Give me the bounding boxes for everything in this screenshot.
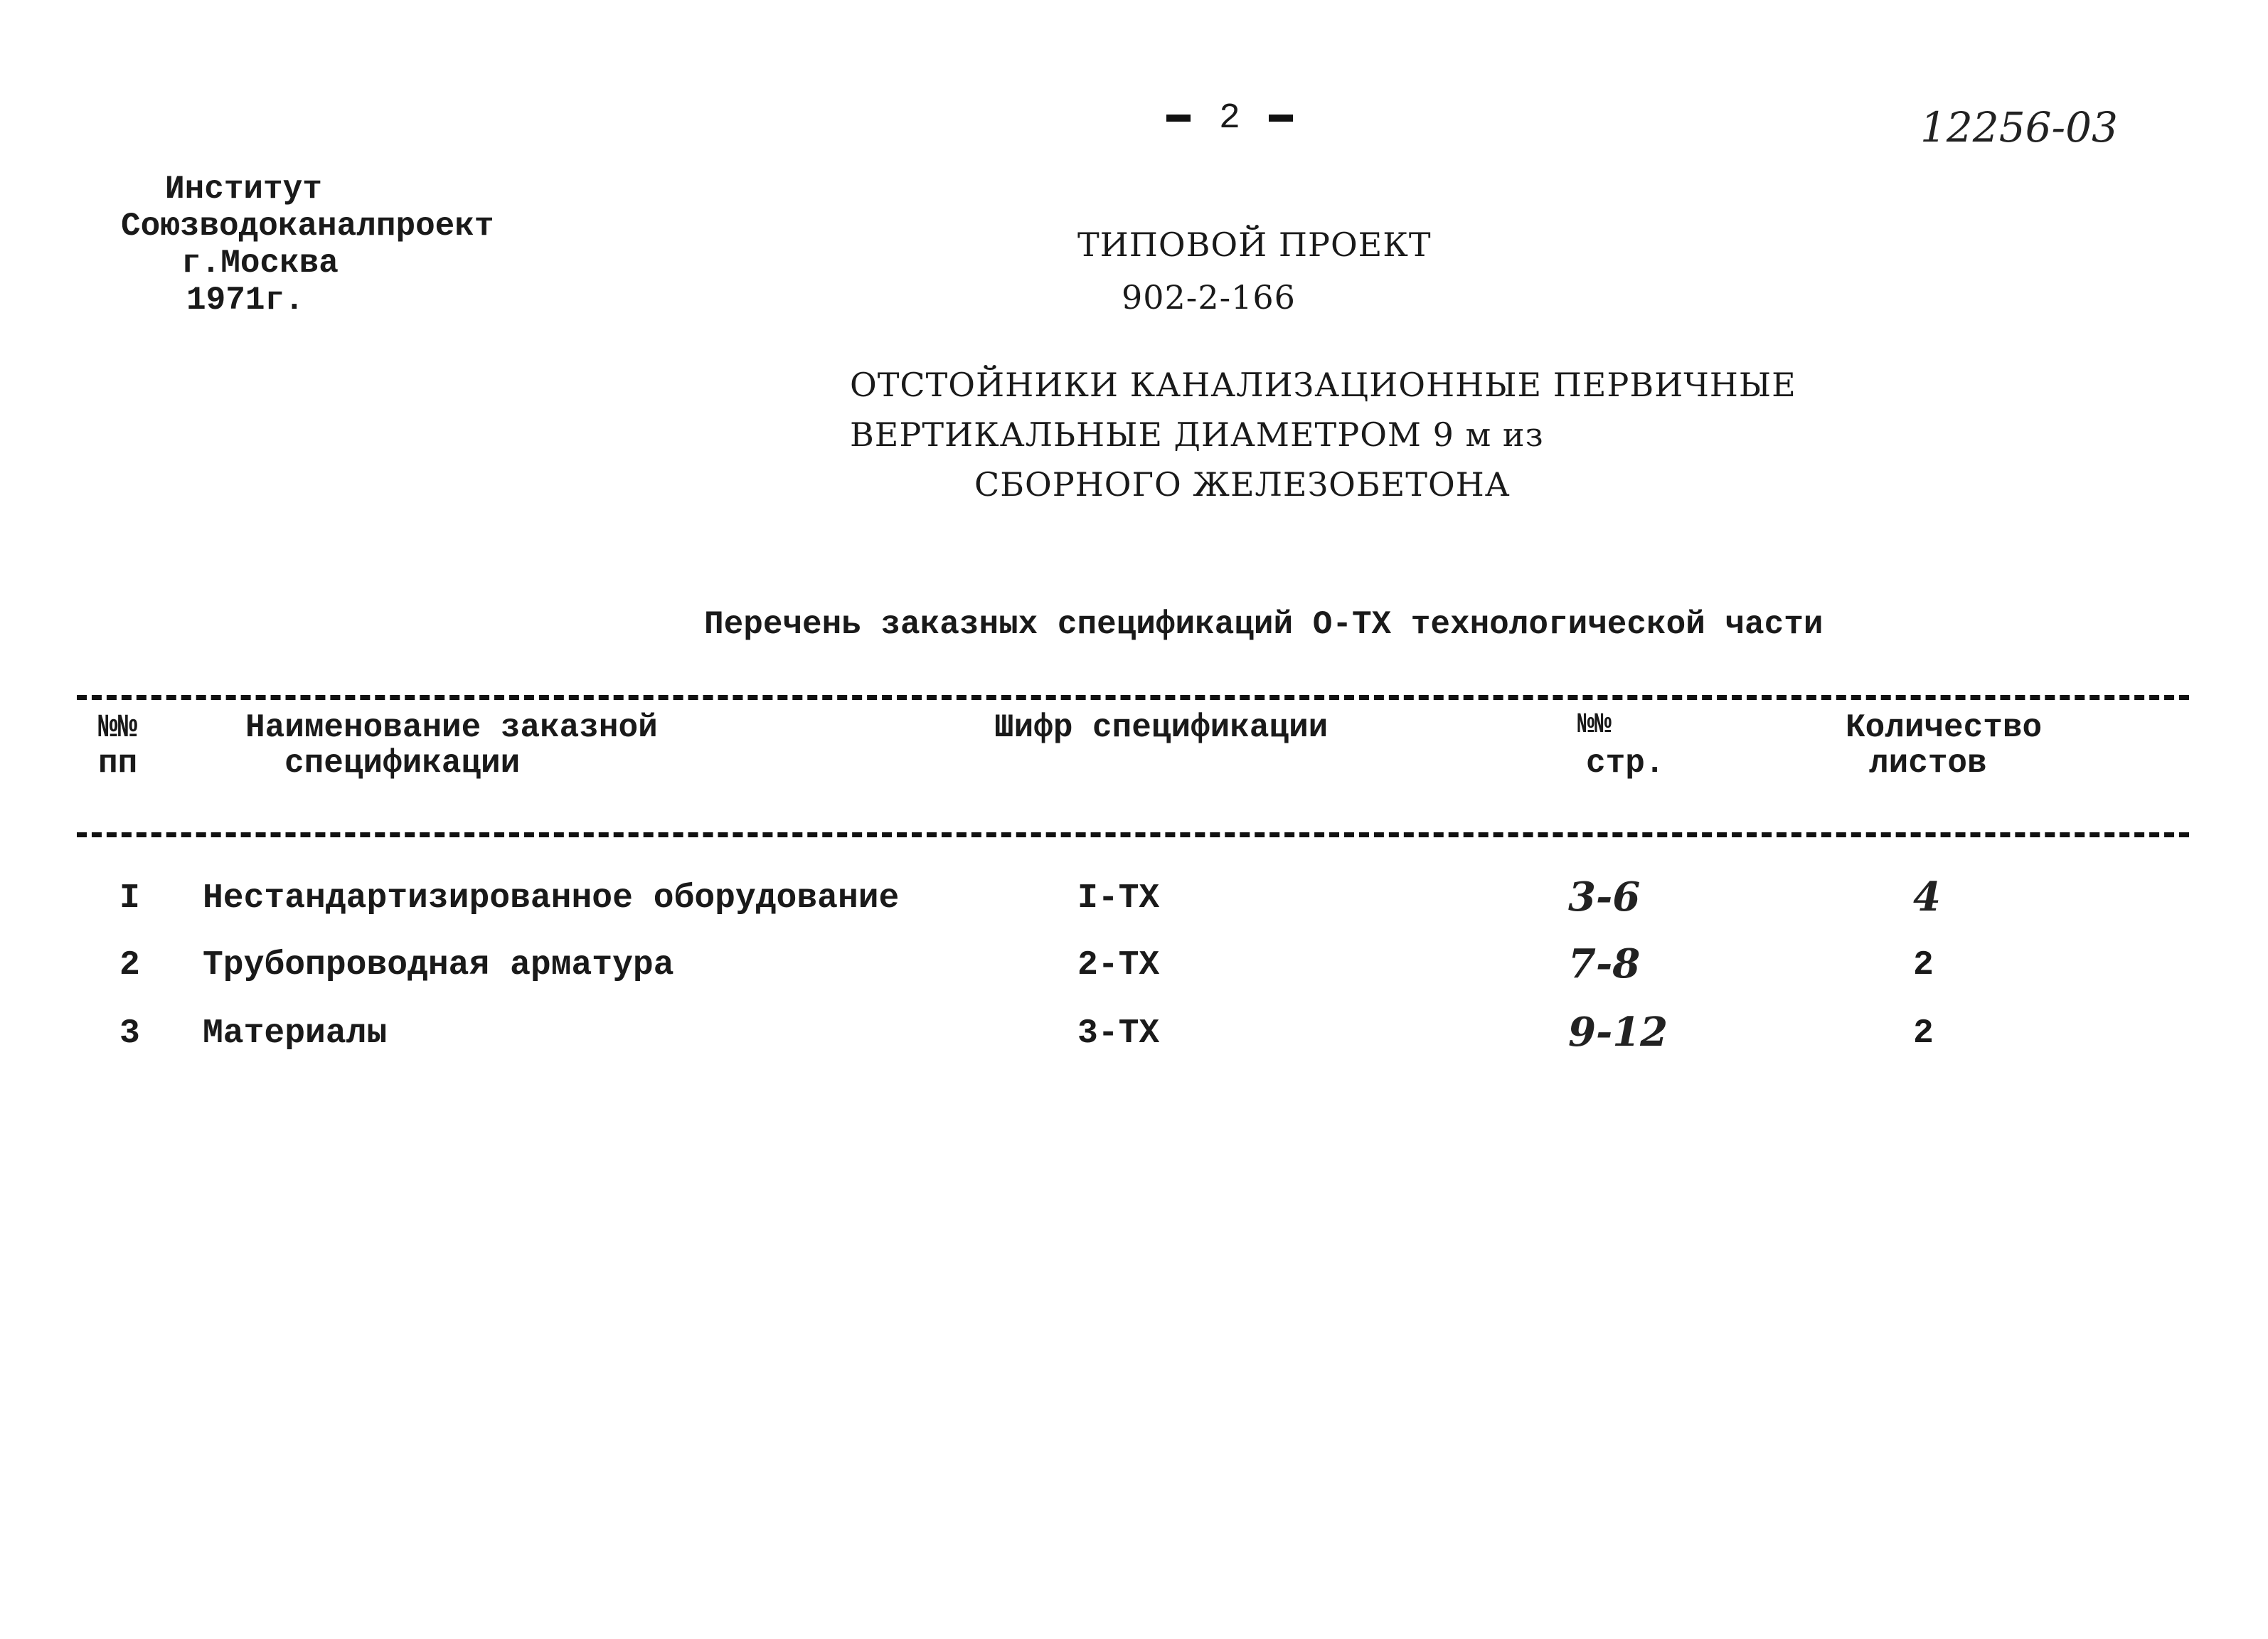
header-page-line-1: №№: [1577, 709, 1612, 741]
institute-line-1: Институт: [165, 171, 322, 208]
table-row-3-pages: 9-12: [1568, 1009, 1668, 1056]
table-row-3-code: 3-ТХ: [1077, 1014, 1160, 1053]
institute-line-3: г.Москва: [181, 245, 339, 282]
dash-left: [1166, 115, 1191, 122]
document-code: 12256-03: [1920, 103, 2118, 152]
header-qty-line-2: листов: [1869, 745, 1987, 782]
header-num-line-1: №№: [98, 709, 138, 746]
header-page-line-2: стр.: [1586, 745, 1665, 782]
header-qty-line-1: Количество: [1846, 709, 2043, 746]
title-line-3: СБОРНОГО ЖЕЛЕЗОБЕТОНА: [974, 465, 1511, 504]
header-name-line-2: спецификации: [284, 745, 521, 782]
header-name-line-1: Наименование заказной: [245, 709, 658, 746]
table-rule-top: [77, 695, 2189, 700]
institute-line-4: 1971г.: [186, 282, 304, 319]
table-row-3-sheets: 2: [1913, 1014, 1934, 1053]
table-row-1-pages: 3-6: [1568, 874, 1641, 921]
institute-line-2: Союзводоканалпроект: [121, 208, 494, 245]
table-row-1-sheets: 4: [1913, 874, 1941, 921]
table-rule-header: [77, 832, 2189, 837]
page-number-value: 2: [1219, 98, 1241, 139]
table-row-1-code: I-ТХ: [1077, 879, 1160, 918]
title-line-1: ОТСТОЙНИКИ КАНАЛИЗАЦИОННЫЕ ПЕРВИЧНЫЕ: [850, 366, 1796, 404]
header-num-line-2: пп: [98, 745, 138, 782]
project-label: ТИПОВОЙ ПРОЕКТ: [1077, 226, 1432, 264]
table-row-2-code: 2-ТХ: [1077, 946, 1160, 985]
table-row-3-name: Материалы: [203, 1014, 388, 1053]
table-row-2-sheets: 2: [1913, 946, 1934, 985]
table-row-1-name: Нестандартизированное оборудование: [203, 879, 900, 918]
header-code: Шифр спецификации: [994, 709, 1329, 746]
table-row-2-num: 2: [119, 946, 140, 985]
project-number: 902-2-166: [1122, 278, 1296, 317]
table-row-3-num: 3: [119, 1014, 140, 1053]
table-row-2-name: Трубопроводная арматура: [203, 946, 674, 985]
title-line-2: ВЕРТИКАЛЬНЫЕ ДИАМЕТРОМ 9 м из: [850, 415, 1544, 454]
table-row-2-pages: 7-8: [1568, 940, 1641, 987]
page-number: [1138, 98, 1321, 139]
list-title: Перечень заказных спецификаций О-ТХ технологической части: [704, 606, 1824, 643]
table-row-1-num: I: [119, 879, 140, 918]
dash-right: [1269, 115, 1293, 122]
